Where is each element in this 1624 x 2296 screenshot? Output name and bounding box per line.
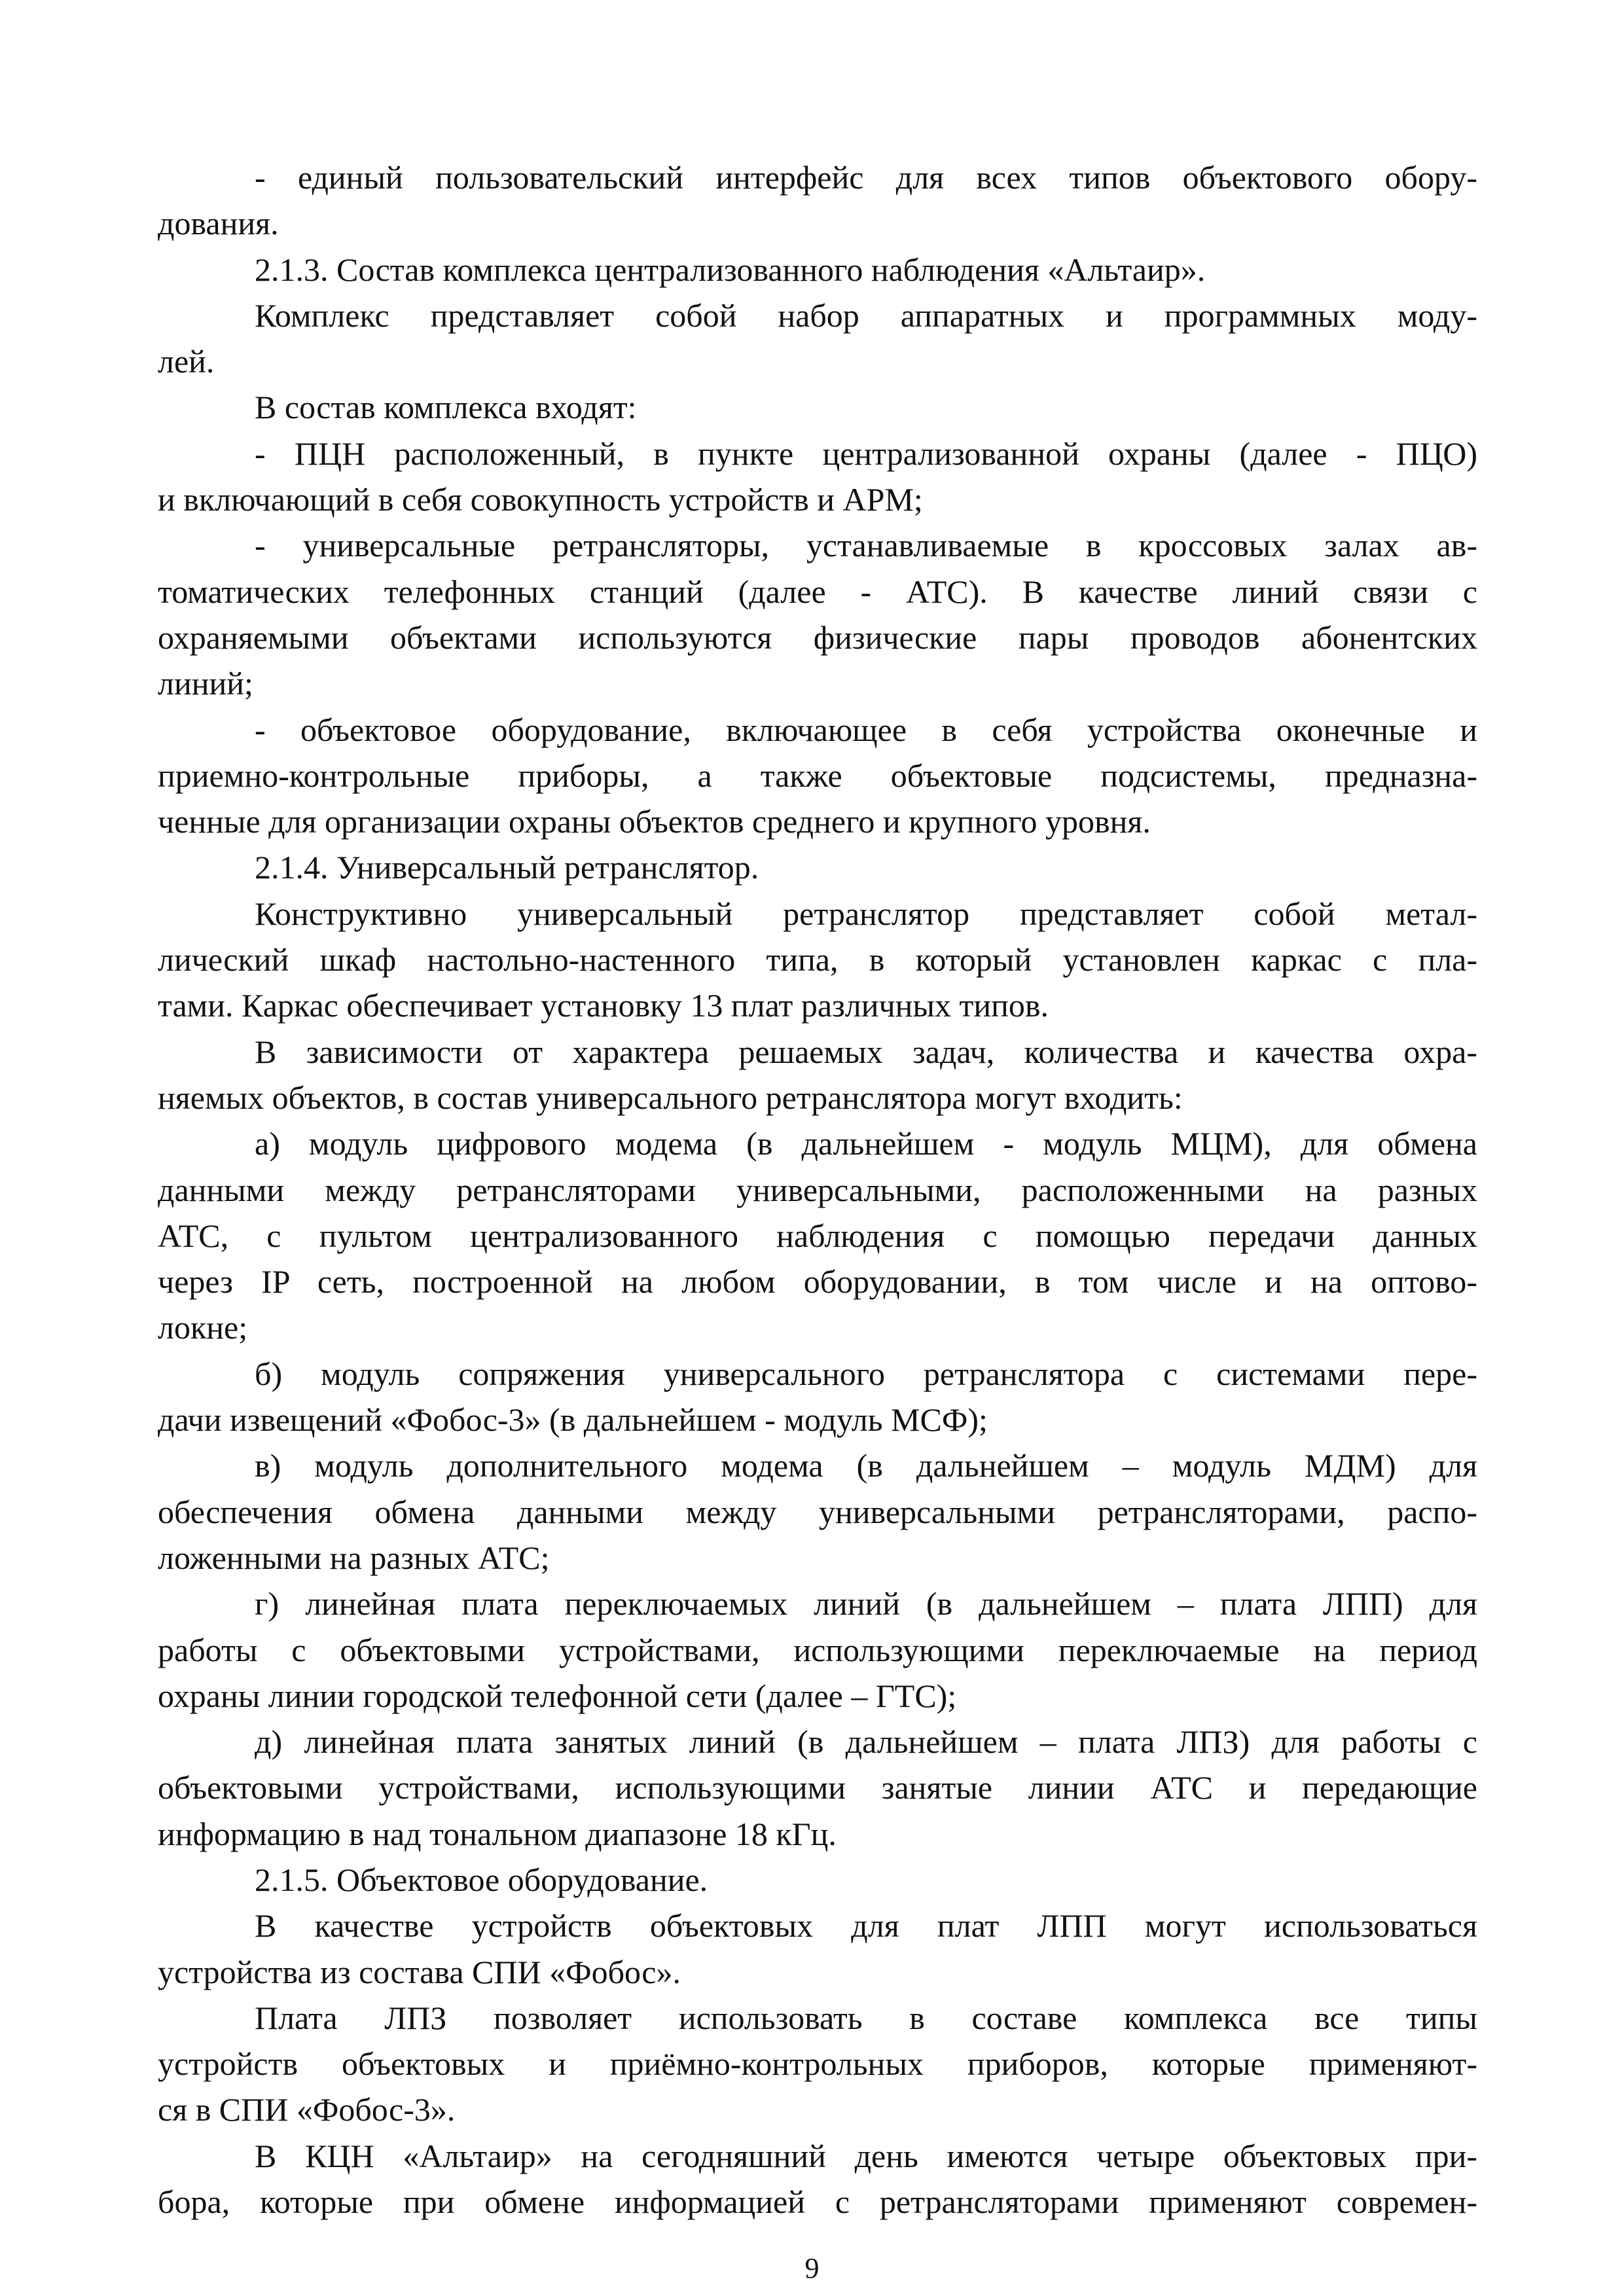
text-line: охраняемыми объектами используются физические пары проводов абонентских [158, 619, 1477, 656]
text-line: через IP сеть, построенной на любом оборудовании, в том числе и на оптово- [158, 1263, 1477, 1300]
text-line: 2.1.4. Универсальный ретранслятор. [255, 849, 759, 886]
text-line: устройств объектовых и приёмно-контрольных приборов, которые применяют- [158, 2045, 1477, 2083]
text-line: дования. [158, 205, 279, 242]
document-body [158, 154, 1477, 2225]
text-line: Конструктивно универсальный ретранслятор представляет собой метал- [255, 895, 1477, 932]
text-line: обеспечения обмена данными между универсальными ретрансляторами, распо- [158, 1493, 1477, 1530]
text-line: Плата ЛПЗ позволяет использовать в составе комплекса все типы [255, 1999, 1477, 2036]
text-line: приемно-контрольные приборы, а также объектовые подсистемы, предназна- [158, 757, 1477, 794]
text-line: г) линейная плата переключаемых линий (в дальнейшем – плата ЛПП) для [255, 1585, 1477, 1623]
text-line: дачи извещений «Фобос-3» (в дальнейшем - модуль МСФ); [158, 1401, 988, 1439]
text-line: ся в СПИ «Фобос-3». [158, 2091, 456, 2128]
text-line: информацию в над тональном диапазоне 18 кГц. [158, 1815, 837, 1852]
text-line: - ПЦН расположенный, в пункте централизованной охраны (далее - ПЦО) [255, 435, 1477, 472]
text-line: 2.1.3. Состав комплекса централизованного наблюдения «Альтаир». [255, 251, 1206, 288]
text-line: тами. Каркас обеспечивает установку 13 плат различных типов. [158, 987, 1049, 1024]
text-line: лический шкаф настольно-настенного типа, в который установлен каркас с пла- [158, 941, 1477, 978]
text-line: няемых объектов, в состав универсального ретранслятора могут входить: [158, 1079, 1183, 1116]
text-line: - универсальные ретрансляторы, устанавливаемые в кроссовых залах ав- [255, 527, 1477, 564]
text-line: 2.1.5. Объектовое оборудование. [255, 1861, 708, 1898]
text-line: линий; [158, 665, 253, 702]
text-line: и включающий в себя совокупность устройств и АРМ; [158, 481, 923, 518]
text-line: Комплекс представляет собой набор аппаратных и программных моду- [255, 296, 1477, 334]
text-line: В КЦН «Альтаир» на сегодняшний день имеются четыре объектовых при- [255, 2137, 1477, 2174]
text-line: В качестве устройств объектовых для плат ЛПП могут использоваться [255, 1907, 1477, 1945]
text-line: данными между ретрансляторами универсальными, расположенными на разных [158, 1171, 1477, 1208]
text-line: объектовыми устройствами, использующими занятые линии АТС и передающие [158, 1769, 1477, 1806]
text-line: локне; [158, 1309, 248, 1346]
text-line: охраны линии городской телефонной сети (далее – ГТС); [158, 1677, 957, 1714]
text-line: ложенными на разных АТС; [158, 1539, 550, 1576]
text-line: а) модуль цифрового модема (в дальнейшем - модуль МЦМ), для обмена [255, 1125, 1477, 1162]
text-line: ченные для организации охраны объектов среднего и крупного уровня. [158, 803, 1151, 840]
text-line: АТС, с пультом централизованного наблюдения с помощью передачи данных [158, 1217, 1477, 1254]
text-line: б) модуль сопряжения универсального ретранслятора с системами пере- [255, 1355, 1477, 1392]
page-number: 9 [804, 2252, 820, 2284]
text-line: томатических телефонных станций (далее - АТС). В качестве линий связи с [158, 573, 1477, 610]
text-line: д) линейная плата занятых линий (в дальнейшем – плата ЛПЗ) для работы с [255, 1723, 1477, 1761]
text-line: - единый пользовательский интерфейс для всех типов объектового обору- [255, 159, 1477, 196]
text-line: работы с объектовыми устройствами, использующими переключаемые на период [158, 1631, 1477, 1668]
text-line: В состав комплекса входят: [255, 389, 637, 426]
text-line: - объектовое оборудование, включающее в себя устройства оконечные и [255, 711, 1477, 748]
text-line: устройства из состава СПИ «Фобос». [158, 1953, 681, 1990]
text-line: лей. [158, 343, 215, 380]
text-line: в) модуль дополнительного модема (в дальнейшем – модуль МДМ) для [255, 1447, 1477, 1484]
text-line: бора, которые при обмене информацией с ретрансляторами применяют современ- [158, 2183, 1477, 2221]
text-line: В зависимости от характера решаемых задач, количества и качества охра- [255, 1033, 1477, 1070]
